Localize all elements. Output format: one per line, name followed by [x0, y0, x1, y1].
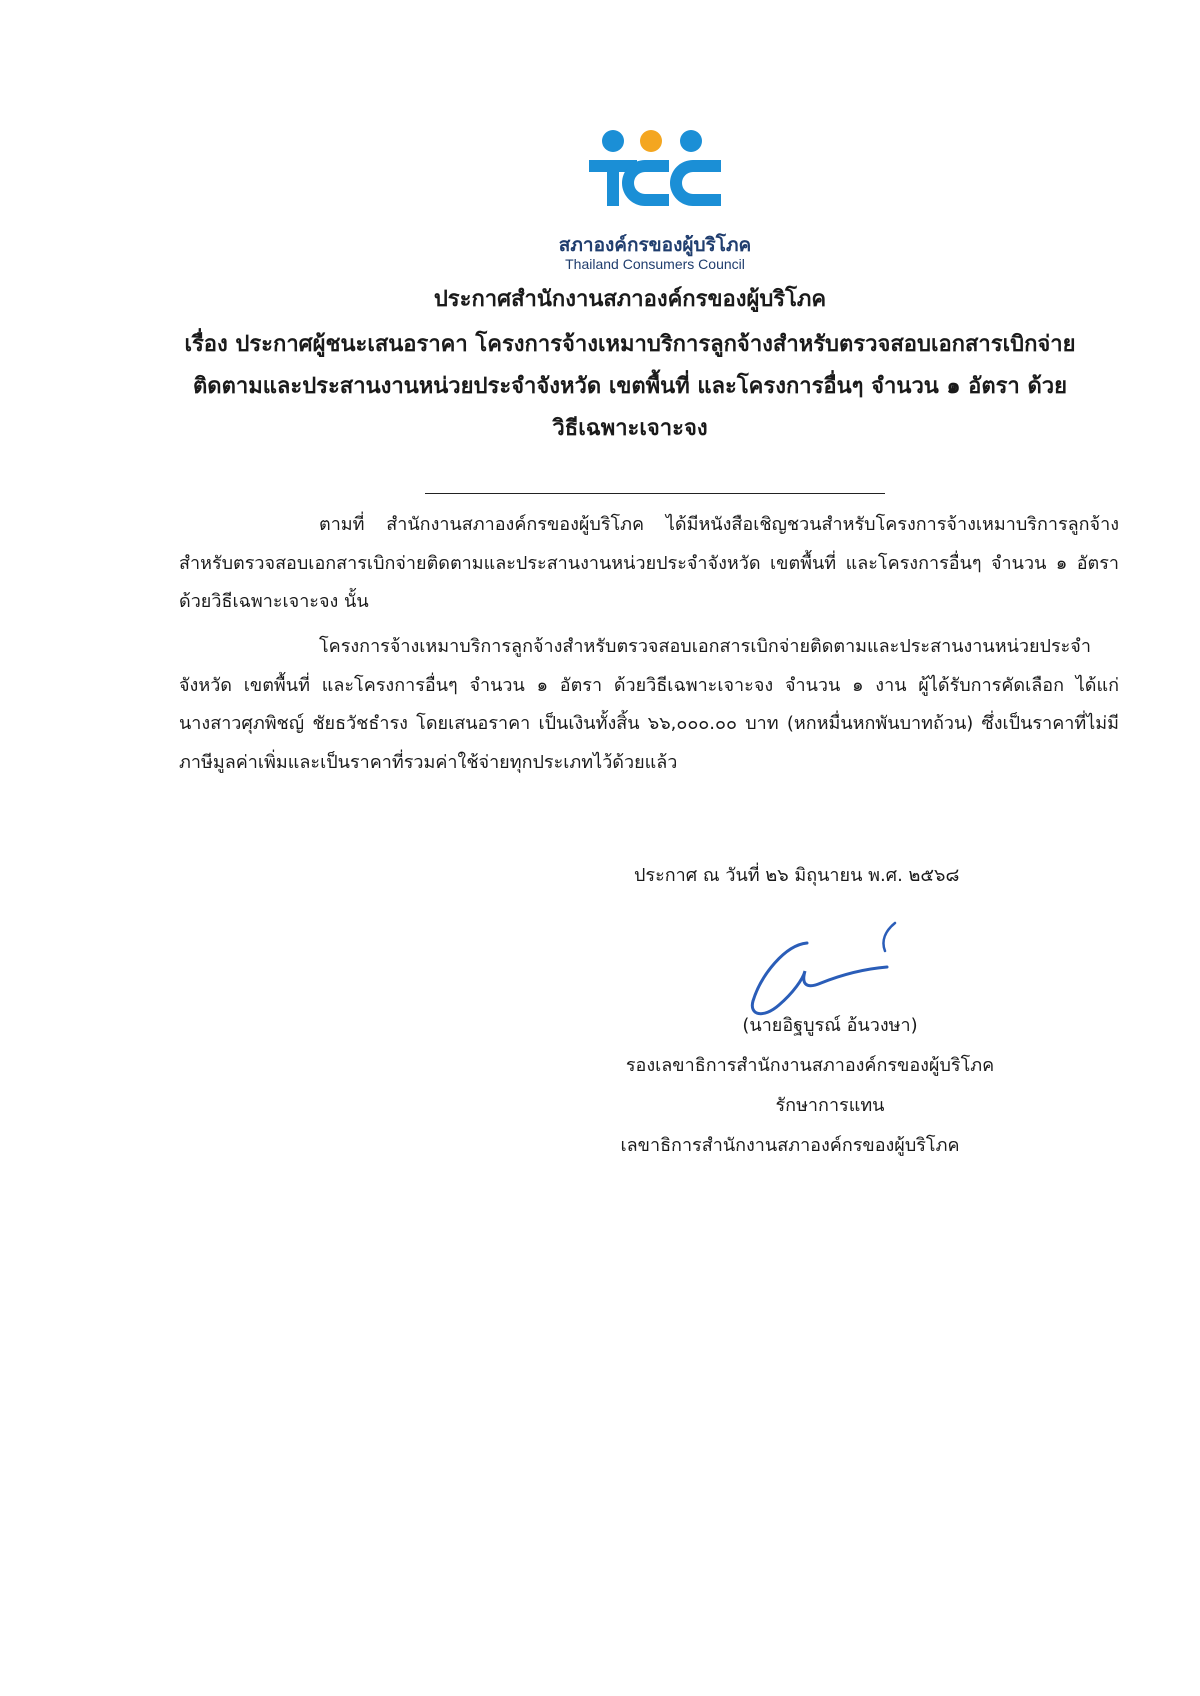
subject-line: ติดตามและประสานงานหน่วยประจำจังหวัด เขตพื้นที่ และโครงการอื่นๆ จำนวน ๑ อัตรา ด้วย — [193, 374, 1067, 399]
title-divider — [425, 493, 885, 494]
tcc-logo-mark — [585, 128, 725, 210]
tcc-logo — [540, 128, 770, 278]
body-paragraph-1 — [179, 506, 1119, 622]
logo-name-thai: สภาองค์กรของผู้บริโภค — [558, 234, 752, 256]
signatory-name: (นายอิฐบูรณ์ อ้นวงษา) — [742, 1015, 918, 1036]
body-paragraph-2-text: โครงการจ้างเหมาบริการลูกจ้างสำหรับตรวจสอบเอกสารเบิกจ่ายติดตามและประสานงานหน่วยประจำจังหวัด เขตพื้นที่ และโครงการอื่นๆ จำนวน ๑ อัตรา ด้วยวิธีเฉพาะเจาะจง จำนวน ๑ งาน ผู้ได้รับการคัดเลือก ได้แก่ นางสาวศุภพิชญ์ ชัยธวัชธำรง โดยเสนอราคา เป็นเงินทั้งสิ้น ๖๖,๐๐๐.๐๐ บาท (หกหมื่นหกพันบาทถ้วน) ซึ่งเป็นราคาที่ไม่มีภาษีมูลค่าเพิ่มและเป็นราคาที่รวมค่าใช้จ่ายทุกประเภทไว้ด้วยแล้ว — [179, 636, 1119, 773]
subject-line: เรื่อง ประกาศผู้ชนะเสนอราคา โครงการจ้างเหมาบริการลูกจ้างสำหรับตรวจสอบเอกสารเบิกจ่าย — [184, 332, 1076, 357]
announcement-date: ประกาศ ณ วันที่ ๒๖ มิถุนายน พ.ศ. ๒๕๖๘ — [634, 865, 960, 886]
signatory-position: รองเลขาธิการสำนักงานสภาองค์กรของผู้บริโภค — [625, 1055, 995, 1076]
body-paragraph-2 — [179, 628, 1119, 782]
announcement-title: ประกาศสำนักงานสภาองค์กรของผู้บริโภค — [433, 287, 827, 312]
body-paragraph-1-text: ตามที่ สำนักงานสภาองค์กรของผู้บริโภค ได้มีหนังสือเชิญชวนสำหรับโครงการจ้างเหมาบริการลูกจ้างสำหรับตรวจสอบเอกสารเบิกจ่ายติดตามและประสานงานหน่วยประจำจังหวัด เขตพื้นที่ และโครงการอื่นๆ จำนวน ๑ อัตรา ด้วยวิธีเฉพาะเจาะจง นั้น — [179, 514, 1119, 612]
signatory-acting-note: รักษาการแทน — [775, 1095, 885, 1116]
signatory-acting-position: เลขาธิการสำนักงานสภาองค์กรของผู้บริโภค — [620, 1135, 960, 1156]
subject-line: วิธีเฉพาะเจาะจง — [552, 416, 708, 441]
logo-name-english: Thailand Consumers Council — [565, 256, 745, 272]
announcement-subject — [150, 324, 1110, 450]
handwritten-signature — [745, 915, 915, 1025]
